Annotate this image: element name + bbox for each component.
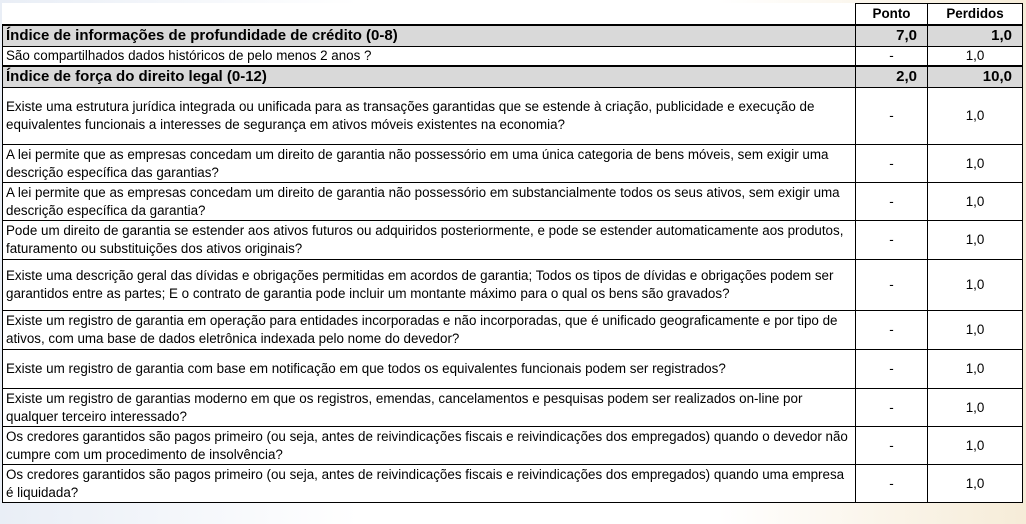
section-ponto: 2,0	[856, 66, 928, 88]
row-ponto: -	[856, 260, 928, 311]
section-row-legal-rights	[3, 66, 1023, 88]
section-perdidos: 1,0	[928, 25, 1023, 47]
row-perdidos: 1,0	[928, 260, 1023, 311]
table-row	[3, 260, 1023, 311]
table-row	[3, 88, 1023, 145]
row-text: São compartilhados dados históricos de pelo menos 2 anos ?	[3, 47, 856, 67]
row-perdidos: 1,0	[928, 47, 1023, 67]
row-perdidos: 1,0	[928, 145, 1023, 183]
row-text: A lei permite que as empresas concedam um direito de garantia não possessório em substancialmente todos os seus ativos, sem exigir uma descrição específica da garantia?	[3, 183, 856, 221]
row-text: Os credores garantidos são pagos primeiro (ou seja, antes de reivindicações fiscais e reivindicações dos empregados) quando uma empresa é liquidada?	[3, 465, 856, 503]
row-text: Os credores garantidos são pagos primeiro (ou seja, antes de reivindicações fiscais e reivindicações dos empregados) quando o devedor não cumpre com um procedimento de insolvência?	[3, 427, 856, 465]
table-row	[3, 465, 1023, 503]
row-ponto: -	[856, 427, 928, 465]
row-perdidos: 1,0	[928, 183, 1023, 221]
row-text: Existe um registro de garantia em operação para entidades incorporadas e não incorporadas, que é unificado geograficamente e por tipo de ativos, com uma base de dados eletrônica indexada pelo nome do devedor?	[3, 311, 856, 350]
row-perdidos: 1,0	[928, 311, 1023, 350]
table-row	[3, 145, 1023, 183]
section-perdidos: 10,0	[928, 66, 1023, 88]
row-ponto: -	[856, 47, 928, 67]
row-perdidos: 1,0	[928, 221, 1023, 260]
row-ponto: -	[856, 311, 928, 350]
row-perdidos: 1,0	[928, 389, 1023, 427]
table-row	[3, 47, 1023, 67]
row-ponto: -	[856, 183, 928, 221]
section-title: Índice de força do direito legal (0-12)	[3, 66, 856, 88]
row-perdidos: 1,0	[928, 350, 1023, 389]
row-text: Existe uma estrutura jurídica integrada ou unificada para as transações garantidas que se estende à criação, publicidade e execução de equivalentes funcionais a interesses de segurança em ativos móveis existentes na economia?	[3, 88, 856, 145]
row-ponto: -	[856, 88, 928, 145]
row-ponto: -	[856, 465, 928, 503]
header-row	[3, 4, 1023, 26]
section-row-credit-info	[3, 25, 1023, 47]
table-row	[3, 389, 1023, 427]
table-row	[3, 221, 1023, 260]
section-title: Índice de informações de profundidade de crédito (0-8)	[3, 25, 856, 47]
row-perdidos: 1,0	[928, 465, 1023, 503]
credit-index-table	[2, 3, 1023, 503]
row-text: Existe um registro de garantia com base em notificação em que todos os equivalentes funcionais podem ser registrados?	[3, 350, 856, 389]
table-row	[3, 350, 1023, 389]
row-ponto: -	[856, 221, 928, 260]
header-ponto: Ponto	[856, 4, 928, 26]
section-ponto: 7,0	[856, 25, 928, 47]
row-perdidos: 1,0	[928, 88, 1023, 145]
row-text: Pode um direito de garantia se estender aos ativos futuros ou adquiridos posteriormente, e pode se estender automaticamente aos produtos, faturamento ou substituições dos ativos originais?	[3, 221, 856, 260]
table-row	[3, 183, 1023, 221]
table-row	[3, 311, 1023, 350]
row-perdidos: 1,0	[928, 427, 1023, 465]
row-ponto: -	[856, 145, 928, 183]
table-row	[3, 427, 1023, 465]
row-text: Existe uma descrição geral das dívidas e obrigações permitidas em acordos de garantia; Todos os tipos de dívidas e obrigações podem ser garantidos entre as partes; E o contrato de garantia pode incluir um montante máximo para o qual os bens são gravados?	[3, 260, 856, 311]
header-perdidos: Perdidos	[928, 4, 1023, 26]
row-ponto: -	[856, 389, 928, 427]
row-text: Existe um registro de garantias moderno em que os registros, emendas, cancelamentos e pesquisas podem ser realizados on-line por qualquer terceiro interessado?	[3, 389, 856, 427]
row-text: A lei permite que as empresas concedam um direito de garantia não possessório em uma única categoria de bens móveis, sem exigir uma descrição específica das garantias?	[3, 145, 856, 183]
row-ponto: -	[856, 350, 928, 389]
header-blank	[3, 4, 856, 26]
